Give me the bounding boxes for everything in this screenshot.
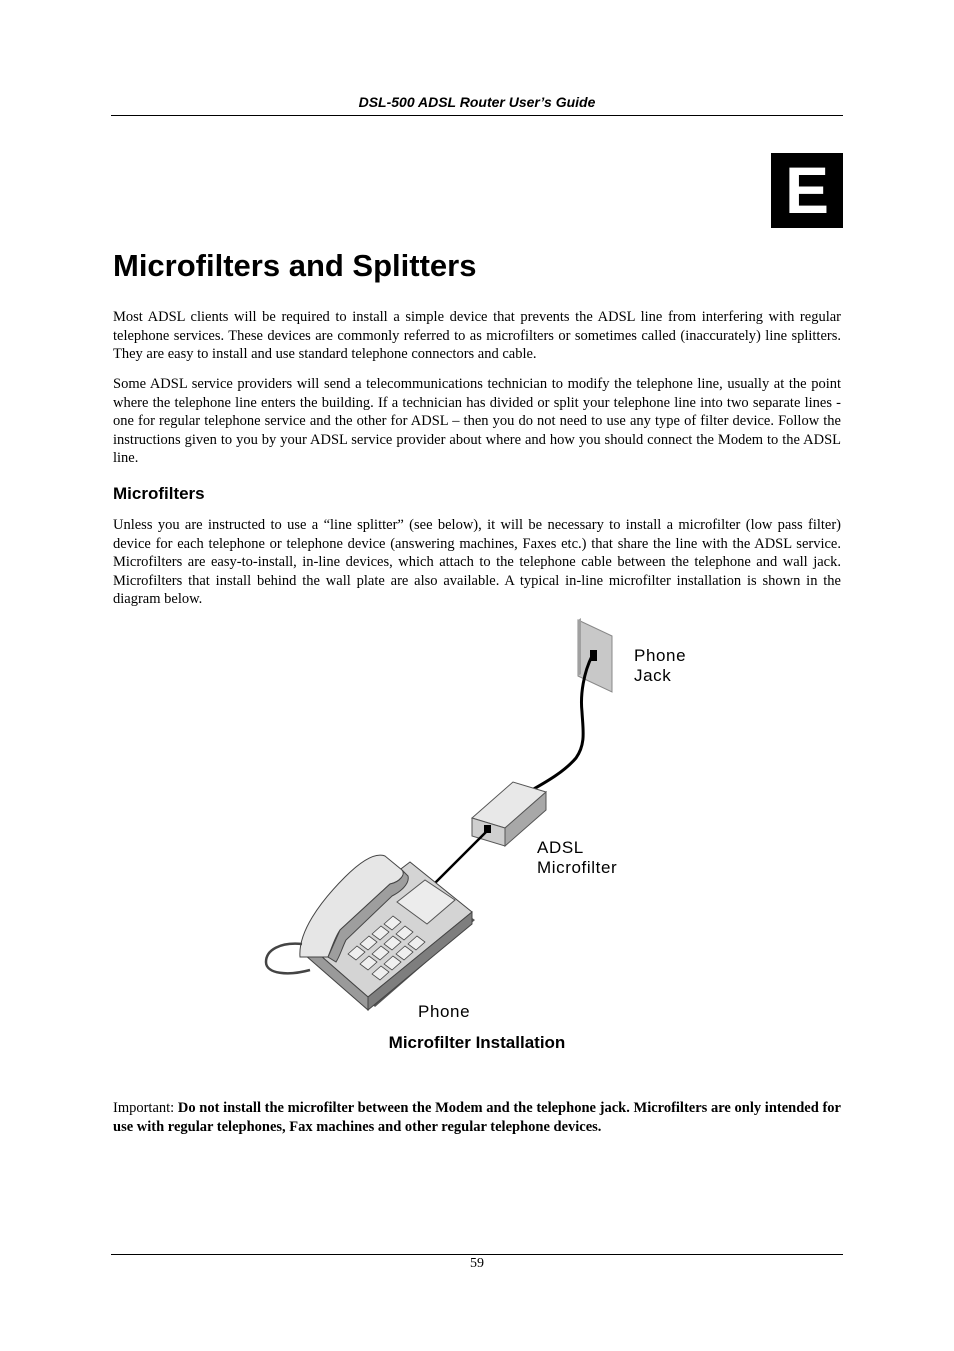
microfilter-installation-diagram [250, 612, 700, 1027]
important-note [113, 1099, 841, 1137]
label-microfilter-2: Microfilter [537, 858, 618, 877]
intro-paragraph-1: Most ADSL clients will be required to install a simple device that prevents the ADSL line from interfering with regular telephone services. These devices are commonly referred to as microfilters or sometimes called (inaccurately) line splitters. They are easy to install and use standard telephone connectors and cable. [113, 309, 841, 363]
running-header: DSL-500 ADSL Router User’s Guide [358, 94, 596, 110]
label-phone: Phone [418, 1002, 471, 1021]
appendix-letter-badge: E [771, 153, 843, 228]
label-phone-jack-1: Phone [634, 646, 687, 665]
section-heading: Microfilters [113, 484, 205, 503]
important-lead: Important: [113, 1100, 178, 1116]
footer-rule [111, 1254, 843, 1255]
intro-paragraph-2: Some ADSL service providers will send a telecommunications technician to modify the telephone line, usually at the point where the telephone line enters the building. If a technician has divided or split your telephone line into two separate lines - one for regular telephone service and the other for ADSL – then you do not need to use any type of filter device. Follow the instructions given to you by your ADSL service provider about where and how you should connect the Modem to the ADSL line. [113, 376, 841, 467]
important-text: Do not install the microfilter between the Modem and the telephone jack. Microfilters are only intended for use with regular telephones, Fax machines and other regular telephone devices. [113, 1100, 841, 1135]
page-number: 59 [470, 1256, 484, 1271]
label-adsl-1: ADSL [537, 838, 584, 857]
page-title: Microfilters and Splitters [113, 248, 477, 283]
figure-caption: Microfilter Installation [388, 1033, 566, 1052]
section-paragraph: Unless you are instructed to use a “line splitter” (see below), it will be necessary to install a microfilter (low pass filter) device for each telephone or telephone device (answering machines, Faxes etc.) that share the line with the ADSL service. Microfilters are easy-to-install, in-line devices, which attach to the telephone cable between the telephone and wall jack. Microfilters that install behind the wall plate are also available. A typical in-line microfilter installation is shown in the diagram below. [113, 517, 841, 608]
label-phone-jack-2: Jack [634, 666, 672, 685]
header-rule [111, 115, 843, 116]
cable-filter-to-phone [428, 831, 487, 890]
telephone-illustration [266, 855, 475, 1010]
